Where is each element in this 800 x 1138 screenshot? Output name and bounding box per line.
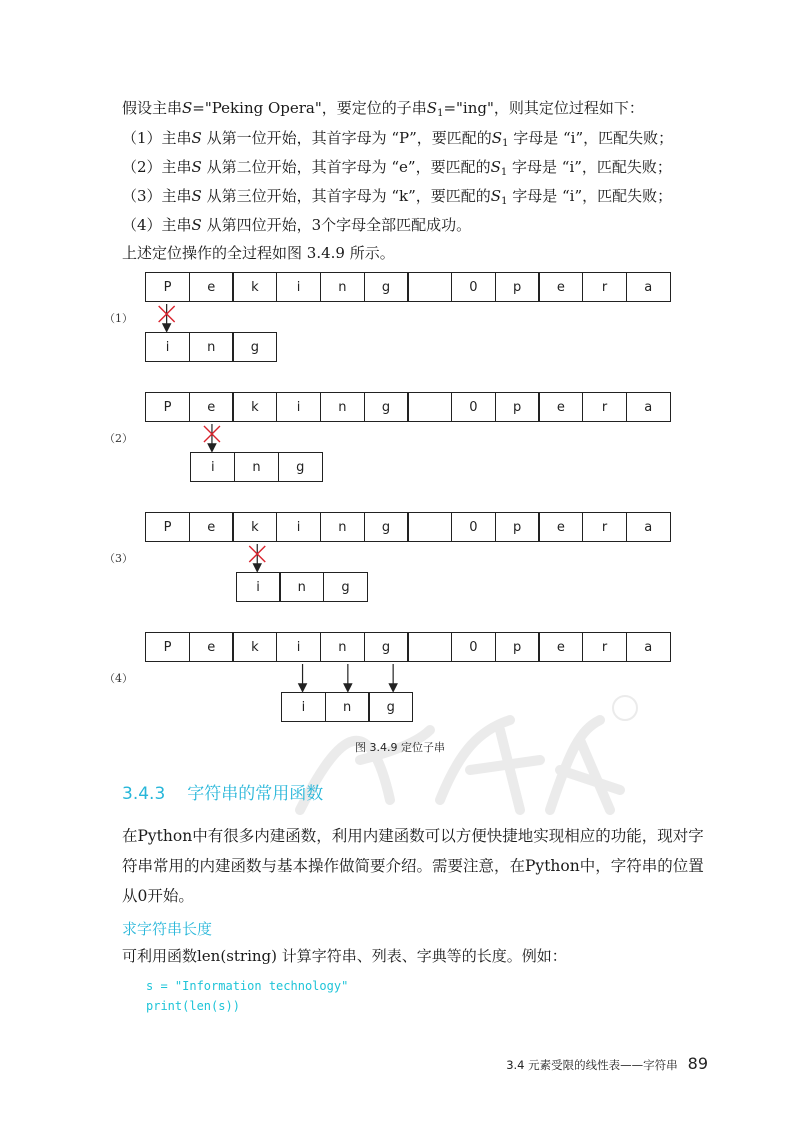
sub-char-cell: n xyxy=(279,572,324,602)
main-char-cell: a xyxy=(626,392,671,422)
sub-char-cell: n xyxy=(189,332,234,362)
code-line-2: print(len(s)) xyxy=(146,999,240,1013)
main-char-cell: P xyxy=(145,272,190,302)
main-char-cell: g xyxy=(364,272,409,302)
main-char-cell: e xyxy=(538,632,583,662)
diagram-row-label: （1） xyxy=(104,312,133,325)
main-char-cell: g xyxy=(364,512,409,542)
main-char-cell: r xyxy=(582,272,627,302)
footer-section: 3.4 元素受限的线性表——字符串 xyxy=(506,1058,678,1072)
diagram-row-label: （4） xyxy=(104,672,133,685)
sub-char-cell: n xyxy=(234,452,279,482)
main-char-cell: n xyxy=(320,632,365,662)
sub-char-cell: g xyxy=(368,692,413,722)
subheading: 求字符串长度 xyxy=(122,920,213,938)
main-char-cell: e xyxy=(538,392,583,422)
sub-char-cell: i xyxy=(190,452,235,482)
page-number: 89 xyxy=(687,1054,708,1073)
main-char-cell: 0 xyxy=(451,392,496,422)
main-char-cell: r xyxy=(582,392,627,422)
page-footer xyxy=(506,1054,708,1073)
main-char-cell: g xyxy=(364,392,409,422)
main-char-cell: e xyxy=(189,392,234,422)
sub-char-cell: g xyxy=(278,452,323,482)
main-char-cell: a xyxy=(626,512,671,542)
summary-line: 上述定位操作的全过程如图 3.4.9 所示。 xyxy=(122,244,395,262)
main-char-cell: g xyxy=(364,632,409,662)
diagram-row-label: （3） xyxy=(104,552,133,565)
main-char-cell: k xyxy=(232,512,277,542)
main-char-cell: e xyxy=(538,272,583,302)
main-char-cell: i xyxy=(276,632,321,662)
main-char-cell: 0 xyxy=(451,632,496,662)
main-char-cell: n xyxy=(320,272,365,302)
len-description: 可利用函数len(string) 计算字符串、列表、字典等的长度。例如： xyxy=(122,947,567,965)
main-char-cell: k xyxy=(232,632,277,662)
main-char-cell: e xyxy=(189,512,234,542)
main-char-cell: 0 xyxy=(451,272,496,302)
main-char-cell: P xyxy=(145,512,190,542)
step-line: （3）主串S 从第三位开始，其首字母为 “k”，要匹配的$S_1$ 字母是 “i”，匹配失败； xyxy=(122,187,673,207)
main-char-cell: e xyxy=(189,272,234,302)
figure-caption: 图 3.4.9 定位子串 xyxy=(355,741,445,754)
main-char-cell: P xyxy=(145,632,190,662)
main-char-cell: p xyxy=(495,272,540,302)
main-char-cell: a xyxy=(626,632,671,662)
main-char-cell: n xyxy=(320,512,365,542)
main-char-cell: i xyxy=(276,392,321,422)
main-char-cell: 0 xyxy=(451,512,496,542)
step-line: （2）主串S 从第二位开始，其首字母为 “e”，要匹配的$S_1$ 字母是 “i”，匹配失败； xyxy=(122,158,672,178)
sub-char-cell: g xyxy=(323,572,368,602)
main-char-cell: k xyxy=(232,272,277,302)
sub-char-cell: i xyxy=(281,692,326,722)
diagram-row-label: （2） xyxy=(104,432,133,445)
step-line: （1）主串S 从第一位开始，其首字母为 “P”，要匹配的$S_1$ 字母是 “i”，匹配失败； xyxy=(122,129,674,149)
step-line: （4）主串S 从第四位开始，3个字母全部匹配成功。 xyxy=(122,216,472,234)
main-char-cell: r xyxy=(582,632,627,662)
main-char-cell: r xyxy=(582,512,627,542)
sub-char-cell: i xyxy=(236,572,281,602)
main-char-cell: p xyxy=(495,512,540,542)
section-heading: 3.4.3 字符串的常用函数 xyxy=(122,784,324,804)
main-char-cell: e xyxy=(189,632,234,662)
main-char-cell: i xyxy=(276,272,321,302)
main-char-cell: e xyxy=(538,512,583,542)
main-char-cell: i xyxy=(276,512,321,542)
main-char-cell: p xyxy=(495,632,540,662)
body-paragraph: 在Python中有很多内建函数，利用内建函数可以方便快捷地实现相应的功能，现对字符串常用的内建函数与基本操作做简要介绍。需要注意，在Python中，字符串的位置从0开始。 xyxy=(122,827,704,905)
main-char-cell: k xyxy=(232,392,277,422)
sub-char-cell: i xyxy=(145,332,190,362)
sub-char-cell: n xyxy=(325,692,370,722)
sub-char-cell: g xyxy=(232,332,277,362)
main-char-cell: p xyxy=(495,392,540,422)
main-char-cell: a xyxy=(626,272,671,302)
main-char-cell: P xyxy=(145,392,190,422)
main-char-cell: n xyxy=(320,392,365,422)
code-line-1: s = "Information technology" xyxy=(146,979,349,993)
intro-line: 假设主串S="Peking Opera"，要定位的子串$S_1="ing$"，则其定位过程如下： xyxy=(122,99,644,119)
